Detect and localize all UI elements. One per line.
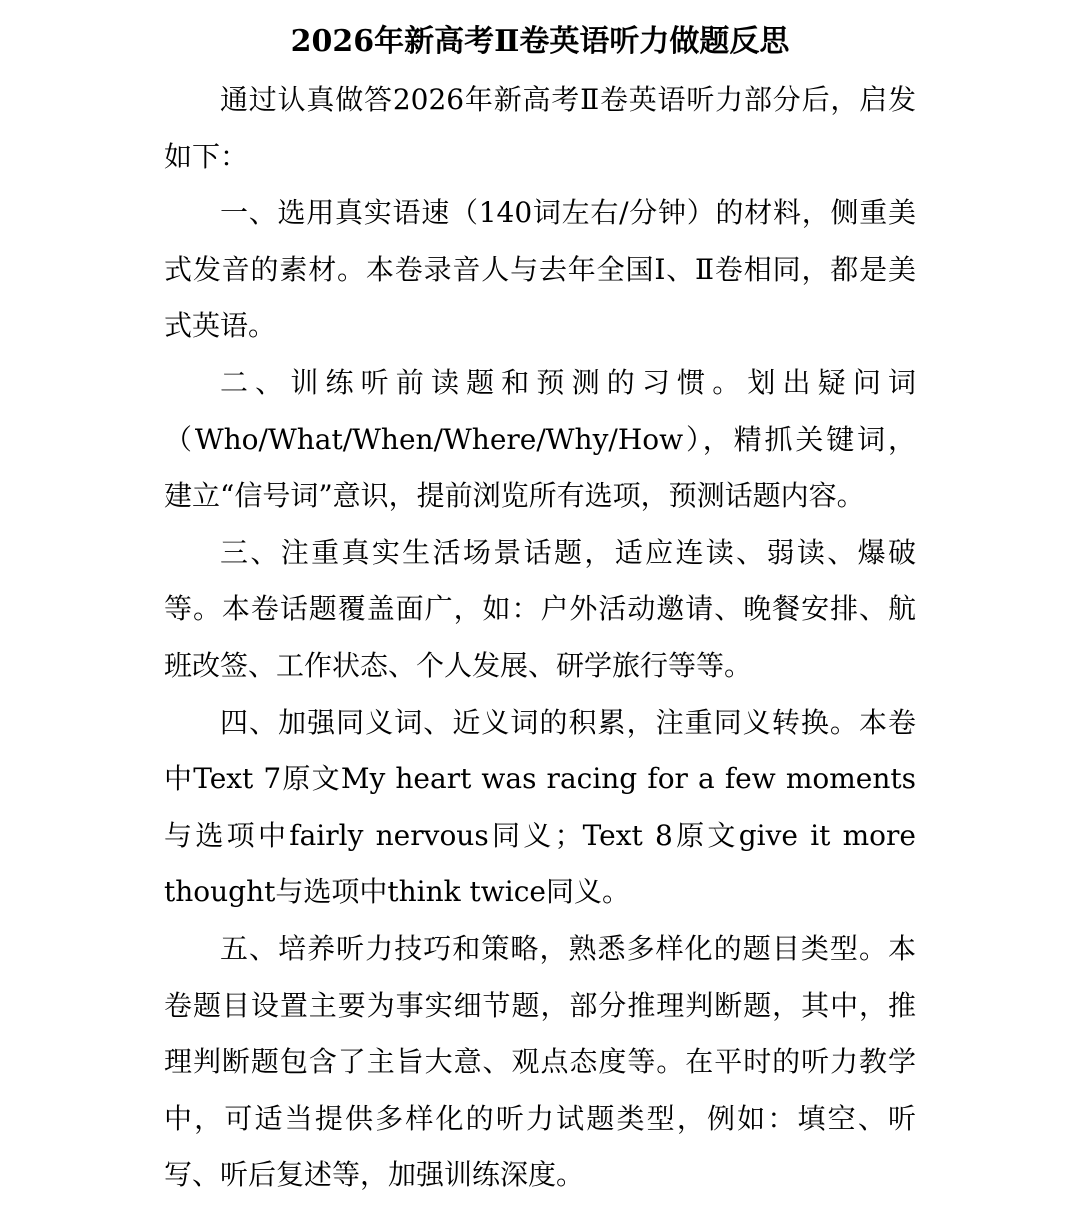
- paragraph-point-3: 三、注重真实生活场景话题，适应连读、弱读、爆破等。本卷话题覆盖面广，如：户外活动邀请、晚餐安排、航班改签、工作状态、个人发展、研学旅行等等。: [164, 535, 916, 682]
- document-body: [164, 72, 916, 1204]
- paragraph-point-4: 四、加强同义词、近义词的积累，注重同义转换。本卷中Text 7原文My heart was racing for a few moments与选项中fairly nervous同义；Text 8原文give it more thought与选项中think twice同义。: [164, 705, 916, 909]
- paragraph-point-2: 二、训练听前读题和预测的习惯。划出疑问词（Who/What/When/Where/Why/How），精抓关键词，建立“信号词”意识，提前浏览所有选项，预测话题内容。: [164, 365, 916, 513]
- page-title: 2026年新高考Ⅱ卷英语听力做题反思: [290, 24, 790, 59]
- paragraph-point-1: 一、选用真实语速（140词左右/分钟）的材料，侧重美式发音的素材。本卷录音人与去年全国Ⅰ、Ⅱ卷相同，都是美式英语。: [164, 196, 916, 343]
- paragraph-intro: 通过认真做答2026年新高考Ⅱ卷英语听力部分后，启发如下：: [164, 83, 916, 173]
- paragraph-point-5: 五、培养听力技巧和策略，熟悉多样化的题目类型。本卷题目设置主要为事实细节题，部分推理判断题，其中，推理判断题包含了主旨大意、观点态度等。在平时的听力教学中，可适当提供多样化的听力试题类型，例如：填空、听写、听后复述等，加强训练深度。: [164, 931, 916, 1192]
